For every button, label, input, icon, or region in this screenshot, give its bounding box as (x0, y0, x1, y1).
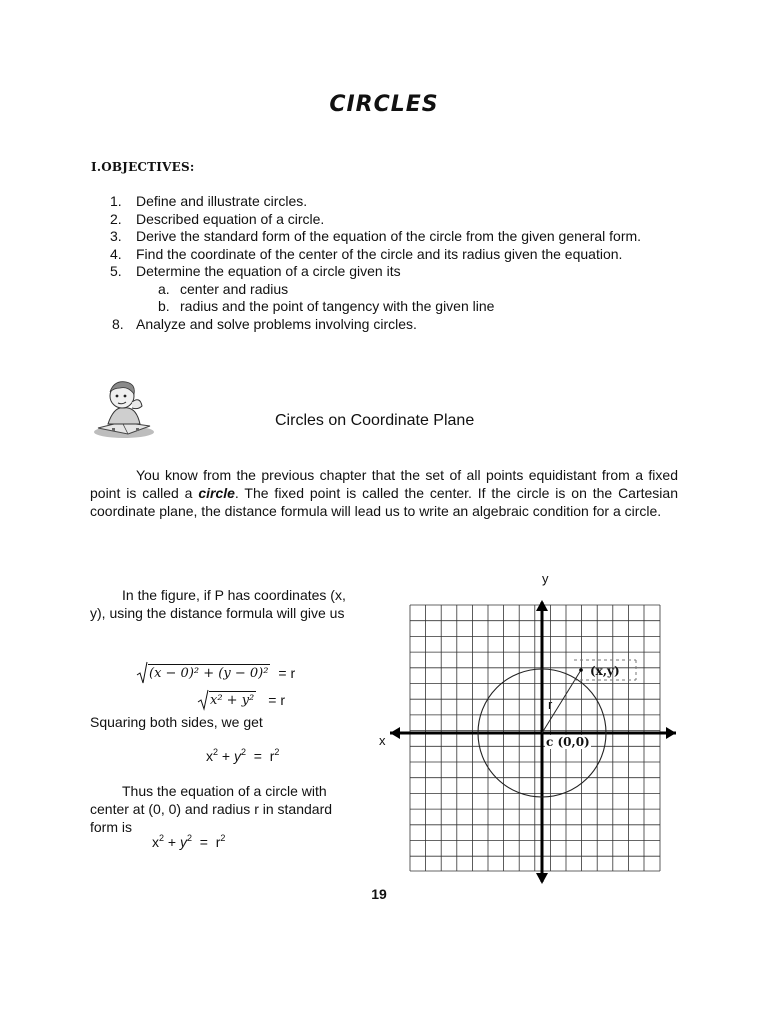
x-axis-arrow-left (390, 727, 400, 739)
item-number: 4. (110, 245, 122, 262)
sub-item-letter: a. (158, 280, 170, 297)
radius-label: r (548, 697, 553, 712)
item-number: 8. (112, 315, 124, 332)
sub-list-item (110, 281, 678, 299)
y-axis-label: y (542, 571, 549, 586)
student-reading-illustration (92, 376, 156, 440)
item-text: Derive the standard form of the equation of the circle from the given general form. (136, 228, 642, 244)
list-item (110, 246, 678, 264)
sub-item-letter: b. (158, 298, 170, 314)
sub-item-text: radius and the point of tangency with the given line (180, 298, 495, 314)
y-axis-arrow-down (536, 873, 548, 884)
standard-form-equation: $x^2 + y^2 = r^2$ (152, 833, 226, 850)
point-label: (x,y) (590, 664, 620, 678)
equals-r: = r (268, 692, 285, 708)
equals-r: = r (278, 665, 296, 681)
intro-text: You know from the previous chapter that the set of all points equidistant from a fixed point is called a (90, 467, 678, 501)
list-item (110, 193, 678, 211)
circle-term: circle (198, 485, 235, 501)
list-item (112, 316, 678, 334)
list-item (110, 211, 678, 229)
simplified-equation (197, 688, 285, 712)
item-number: 3. (110, 228, 122, 244)
item-text: Determine the equation of a circle given its (136, 263, 401, 279)
item-text: Analyze and solve problems involving circles. (136, 315, 417, 332)
objectives-heading: I.OBJECTIVES: (91, 160, 195, 174)
figure-paragraph: In the figure, if P has coordinates (x, y), using the distance formula will give us (90, 587, 346, 621)
explanation-column (90, 586, 348, 622)
point-p (579, 668, 583, 672)
center-label: c (0,0) (546, 735, 590, 749)
intro-paragraph (90, 466, 678, 520)
grid (410, 605, 660, 871)
intro-text: . The fixed point is called the center. If the circle is on the Cartesian coordinate plane, the distance formula will lead us to write an algebraic condition for a circle. (90, 485, 678, 519)
x-axis-arrow-right (666, 727, 676, 739)
radicand: x² + y² (210, 692, 255, 708)
conclusion-paragraph: Thus the equation of a circle with center at (0, 0) and radius r in standard form is (90, 783, 333, 835)
sub-list-item (110, 298, 678, 316)
x-axis-label: x (379, 733, 386, 748)
list-item (110, 263, 678, 281)
distance-equation (136, 660, 295, 686)
objectives-list (110, 193, 678, 333)
radical-sign (136, 661, 148, 685)
page-number: 19 (371, 886, 387, 902)
list-item (110, 228, 678, 246)
item-number: 2. (110, 210, 122, 227)
radicand: (x − 0)² + (y − 0)² (149, 665, 269, 681)
sub-item-text: center and radius (180, 280, 289, 297)
page-title: CIRCLES (329, 92, 439, 117)
item-text: Find the coordinate of the center of the circle and its radius given the equation. (136, 245, 623, 262)
squaring-text: Squaring both sides, we get (90, 714, 263, 730)
item-text: Define and illustrate circles. (136, 193, 308, 209)
radical-sign (197, 689, 209, 711)
y-axis-arrow-up (536, 600, 548, 611)
item-text: Described equation of a circle. (136, 210, 325, 227)
item-number: 1. (110, 193, 122, 209)
item-number: 5. (110, 263, 122, 279)
squared-equation: $x^2 + y^2 = r^2$ (206, 747, 280, 764)
section-title: Circles on Coordinate Plane (275, 412, 475, 429)
coordinate-plane (370, 596, 680, 886)
